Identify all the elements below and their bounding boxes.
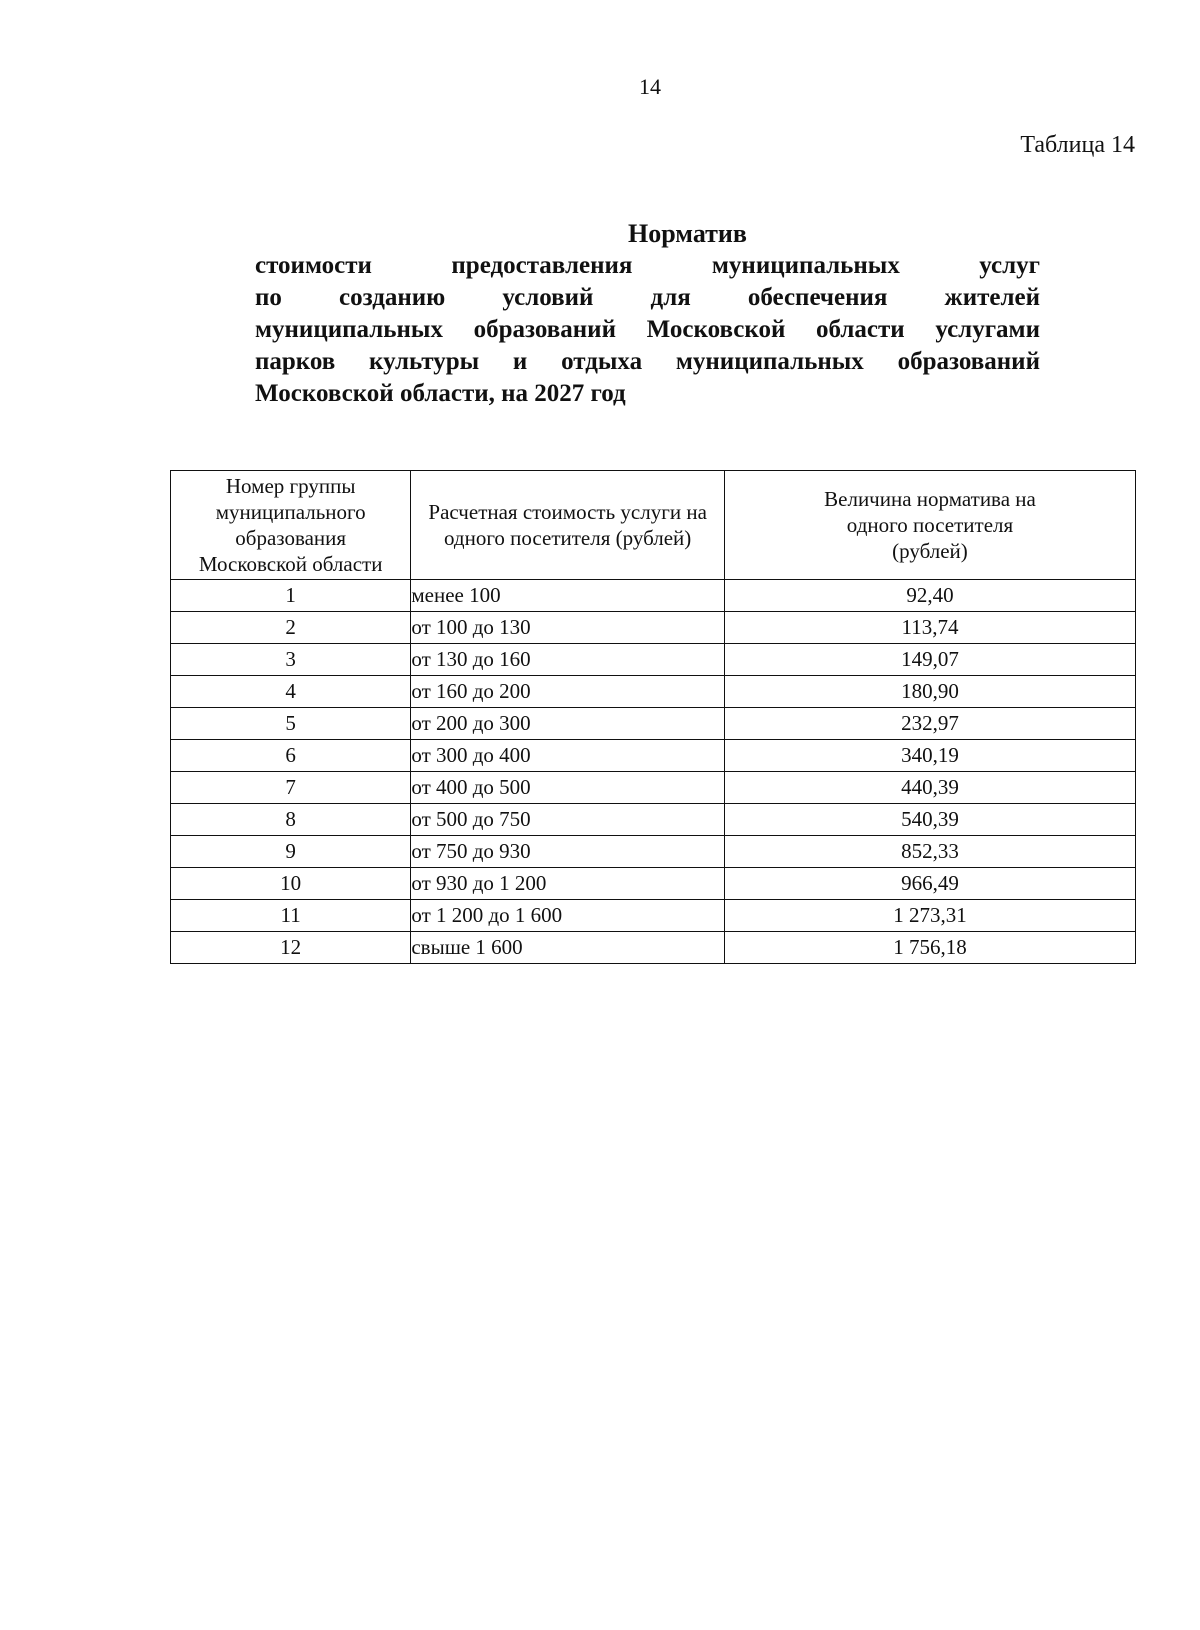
cell-group-number: 4 (171, 676, 411, 708)
cell-estimated-cost: от 1 200 до 1 600 (411, 900, 725, 932)
cell-group-number: 6 (171, 740, 411, 772)
table-row (171, 804, 1136, 836)
cell-group-number: 1 (171, 580, 411, 612)
title-main: Норматив (628, 219, 747, 248)
cell-estimated-cost: от 750 до 930 (411, 836, 725, 868)
cell-norm-value: 966,49 (724, 868, 1135, 900)
table-label: Таблица 14 (1020, 132, 1135, 158)
cell-estimated-cost: свыше 1 600 (411, 932, 725, 964)
cell-norm-value: 232,97 (724, 708, 1135, 740)
cell-norm-value: 1 273,31 (724, 900, 1135, 932)
cell-group-number: 3 (171, 644, 411, 676)
cell-estimated-cost: от 130 до 160 (411, 644, 725, 676)
cell-group-number: 2 (171, 612, 411, 644)
cell-group-number: 8 (171, 804, 411, 836)
table-row (171, 772, 1136, 804)
cell-norm-value: 92,40 (724, 580, 1135, 612)
cell-norm-value: 440,39 (724, 772, 1135, 804)
document-title (255, 218, 1040, 410)
title-line: Московской области, на 2027 год (255, 380, 626, 407)
title-line: стоимости предоставления муниципальных услуг (255, 252, 1040, 279)
table-row (171, 900, 1136, 932)
table-body (171, 580, 1136, 964)
page-number: 14 (639, 74, 661, 99)
cell-norm-value: 540,39 (724, 804, 1135, 836)
title-line: по созданию условий для обеспечения жителей (255, 284, 1040, 311)
cell-group-number: 7 (171, 772, 411, 804)
table-row (171, 740, 1136, 772)
table-row (171, 644, 1136, 676)
cell-group-number: 5 (171, 708, 411, 740)
norm-table (170, 470, 1136, 964)
cell-group-number: 9 (171, 836, 411, 868)
title-line: муниципальных образований Московской области услугами (255, 316, 1040, 343)
cell-group-number: 11 (171, 900, 411, 932)
cell-estimated-cost: от 930 до 1 200 (411, 868, 725, 900)
cell-estimated-cost: от 500 до 750 (411, 804, 725, 836)
table-row (171, 676, 1136, 708)
cell-estimated-cost: от 160 до 200 (411, 676, 725, 708)
table-row (171, 580, 1136, 612)
cell-norm-value: 340,19 (724, 740, 1135, 772)
table-row (171, 868, 1136, 900)
table-header-row (171, 471, 1136, 580)
cell-norm-value: 852,33 (724, 836, 1135, 868)
cell-norm-value: 180,90 (724, 676, 1135, 708)
table-row (171, 932, 1136, 964)
cell-norm-value: 1 756,18 (724, 932, 1135, 964)
title-line: парков культуры и отдыха муниципальных образований (255, 348, 1040, 375)
table-row (171, 612, 1136, 644)
cell-estimated-cost: менее 100 (411, 580, 725, 612)
cell-estimated-cost: от 100 до 130 (411, 612, 725, 644)
cell-estimated-cost: от 400 до 500 (411, 772, 725, 804)
header-estimated-cost: Расчетная стоимость услуги на одного посетителя (рублей) (411, 471, 725, 580)
header-group-number: Номер группы муниципального образования Московской области (171, 471, 411, 580)
header-norm-value: Величина норматива на одного посетителя (рублей) (724, 471, 1135, 580)
cell-estimated-cost: от 300 до 400 (411, 740, 725, 772)
cell-norm-value: 113,74 (724, 612, 1135, 644)
table-row (171, 708, 1136, 740)
cell-estimated-cost: от 200 до 300 (411, 708, 725, 740)
cell-norm-value: 149,07 (724, 644, 1135, 676)
cell-group-number: 10 (171, 868, 411, 900)
title-body (255, 250, 1040, 410)
cell-group-number: 12 (171, 932, 411, 964)
table-row (171, 836, 1136, 868)
